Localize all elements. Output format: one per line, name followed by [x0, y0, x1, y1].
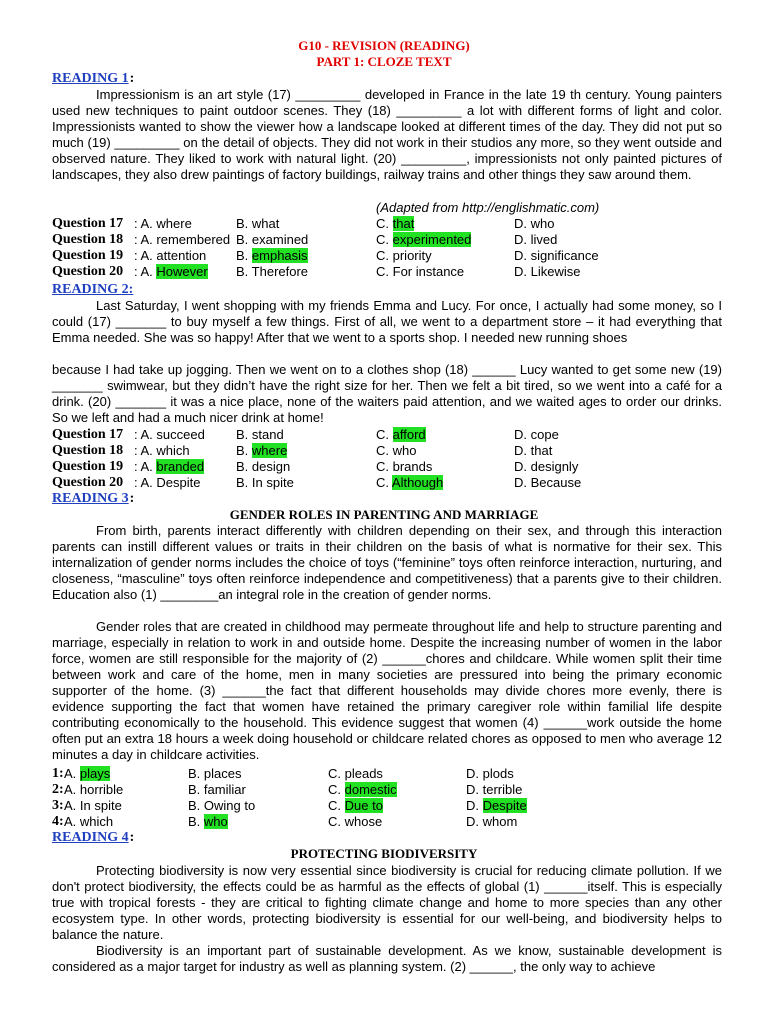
option-b[interactable] [236, 459, 290, 475]
reading-2-heading: READING 2: [52, 282, 134, 297]
option-letter: B. [188, 814, 204, 829]
document-title: G10 - REVISION (READING) [298, 38, 470, 53]
reading-1-heading: READING 1: [52, 71, 135, 86]
option-letter: A. [64, 766, 80, 781]
option-letter: C. [328, 798, 345, 813]
option-c[interactable] [328, 766, 383, 782]
option-d[interactable] [514, 475, 581, 491]
option-text: Despite [482, 798, 527, 813]
option-letter: D. [466, 766, 483, 781]
reading-1-source: (Adapted from http://englishmatic.com) [376, 200, 600, 215]
option-text: examined [251, 232, 309, 247]
question-label: Question 17 [52, 427, 124, 442]
option-text: plays [79, 766, 111, 781]
option-letter: B. [236, 443, 252, 458]
option-text: whom [482, 814, 518, 829]
option-text: pleads [344, 766, 383, 781]
option-letter: C. [376, 248, 393, 263]
option-text: Despite [156, 475, 201, 490]
option-b[interactable] [188, 766, 241, 782]
question-row [52, 475, 732, 491]
option-letter: C. [376, 459, 393, 474]
reading-4-heading: READING 4: [52, 830, 135, 845]
question-label: Question 19 [52, 248, 124, 263]
question-label: 3: [52, 798, 64, 813]
option-letter: D. [514, 264, 531, 279]
option-letter: C. [376, 443, 393, 458]
option-text: who [203, 814, 228, 829]
option-c[interactable] [376, 459, 432, 475]
option-a[interactable] [134, 264, 208, 280]
option-letter: B. [188, 782, 204, 797]
option-b[interactable] [236, 427, 284, 443]
option-d[interactable] [466, 814, 517, 830]
option-d[interactable] [514, 459, 578, 475]
option-text: places [203, 766, 242, 781]
option-text: attention [156, 248, 207, 263]
option-c[interactable] [376, 443, 416, 459]
option-b[interactable] [236, 216, 279, 232]
option-letter: D. [466, 782, 483, 797]
option-text: Due to [344, 798, 383, 813]
option-text: remembered [156, 232, 231, 247]
reading-3-paragraph-1: From birth, parents interact differently with children depending on their sex, and through this interaction parents can instill different values or traits in their children on the basis of what is normative for their sex. This internalization of gender norms includes the choice of toys (“feminine” toys often reinforce interaction, nurturing, and closeness, “masculine” toys often reinforce independence and competitiveness) that a parents give to their children. Education also (1) ________an integral role in the creation of gender norms. [52, 523, 722, 602]
option-c[interactable] [376, 216, 414, 232]
option-letter: : A. [134, 443, 157, 458]
question-label: 2: [52, 782, 64, 797]
reading-3-title: GENDER ROLES IN PARENTING AND MARRIAGE [229, 507, 539, 522]
question-row [52, 459, 732, 475]
option-letter: B. [236, 264, 252, 279]
question-row [52, 427, 732, 443]
option-letter: : A. [134, 475, 157, 490]
option-a[interactable] [134, 443, 190, 459]
option-letter: D. [514, 443, 531, 458]
option-text: which [79, 814, 114, 829]
option-text: that [392, 216, 415, 231]
question-row [52, 264, 732, 280]
option-d[interactable] [514, 232, 557, 248]
option-c[interactable] [376, 427, 426, 443]
option-letter: D. [466, 798, 483, 813]
option-letter: C. [376, 427, 393, 442]
option-text: significance [530, 248, 599, 263]
option-text: emphasis [251, 248, 308, 263]
option-text: experimented [392, 232, 472, 247]
option-text: terrible [482, 782, 523, 797]
option-d[interactable] [514, 216, 554, 232]
question-label: Question 19 [52, 459, 124, 474]
option-text: where [156, 216, 192, 231]
option-letter: C. [376, 264, 393, 279]
question-label: 1: [52, 766, 64, 781]
reading-2-paragraph-1: Last Saturday, I went shopping with my friends Emma and Lucy. For once, I actually had some money, so I could (17) _______ to buy myself a few things. First of all, we went to a department store – it had everything that Emma needed. She was so happy! After that we went to a sports shop. I needed new running shoes [52, 298, 722, 345]
option-text: domestic [344, 782, 397, 797]
option-b[interactable] [188, 782, 246, 798]
question-label: Question 20 [52, 264, 124, 279]
option-c[interactable] [328, 814, 382, 830]
option-letter: B. [236, 216, 252, 231]
option-text: lived [530, 232, 558, 247]
option-text: horrible [79, 782, 124, 797]
option-text: where [251, 443, 288, 458]
option-letter: D. [514, 475, 531, 490]
option-b[interactable] [236, 475, 294, 491]
option-text: afford [392, 427, 426, 442]
option-d[interactable] [514, 443, 552, 459]
question-row [52, 814, 732, 830]
option-letter: B. [236, 232, 252, 247]
option-text: succeed [156, 427, 205, 442]
reading-3-paragraph-2: Gender roles that are created in childhood may permeate throughout life and help to structure parenting and marriage, especially in relation to work in and outside home. Despite the increasing number of women in the labor force, women are still responsible for the majority of (2) ______chores and childcare. While women split their time between work and care of the home, men in many societies are pressured into being the primary economic supporter of the home. (3) ______the fact that different households may divide chores more evenly, there is evidence supporting the fact that women have retained the primary caregiver role within familial life despite contributing economically to the household. This evidence suggest that women (4) ______work outside the home often put an extra 18 hours a week doing household or childcare related chores as opposed to men who average 12 minutes a day in childcare activities. [52, 619, 722, 762]
option-b[interactable] [236, 232, 308, 248]
option-text: what [251, 216, 280, 231]
option-text: familiar [203, 782, 246, 797]
reading-3-heading: READING 3: [52, 491, 135, 506]
option-d[interactable] [466, 782, 522, 798]
option-text: priority [392, 248, 432, 263]
option-c[interactable] [376, 264, 464, 280]
option-letter: D. [514, 248, 531, 263]
option-letter: A. [64, 814, 80, 829]
option-text: brands [392, 459, 433, 474]
option-c[interactable] [376, 475, 443, 491]
option-letter: B. [188, 766, 204, 781]
option-d[interactable] [514, 427, 559, 443]
option-text: However [156, 264, 208, 279]
option-letter: D. [514, 216, 531, 231]
option-b[interactable] [188, 814, 228, 830]
question-row [52, 782, 732, 798]
question-row [52, 232, 732, 248]
option-letter: D. [514, 427, 531, 442]
question-row [52, 443, 732, 459]
option-letter: : A. [134, 459, 157, 474]
option-a[interactable] [134, 216, 192, 232]
option-c[interactable] [376, 232, 471, 248]
option-letter: C. [328, 814, 345, 829]
option-c[interactable] [328, 798, 383, 814]
option-a[interactable] [64, 814, 113, 830]
question-row [52, 248, 732, 264]
option-a[interactable] [64, 798, 122, 814]
option-letter: B. [236, 427, 252, 442]
option-d[interactable] [514, 248, 599, 264]
question-label: 4: [52, 814, 64, 829]
option-letter: B. [236, 459, 252, 474]
option-letter: C. [376, 232, 393, 247]
option-letter: : A. [134, 264, 157, 279]
option-d[interactable] [514, 264, 580, 280]
option-letter: B. [236, 475, 252, 490]
option-a[interactable] [134, 248, 206, 264]
option-text: designly [530, 459, 579, 474]
question-row [52, 766, 732, 782]
option-text: Likewise [530, 264, 581, 279]
reading-1-paragraph: Impressionism is an art style (17) _________ developed in France in the late 19 th century. Young painters used new techniques to paint outdoor scenes. They (18) _________ a lot with different forms of light and color. Impressionists wanted to show the viewer how a landscape looked at different times of the day. They did not put so much (19) _________ on the detail of objects. They did not work in their studios any more, so they went outside and observed nature. They liked to work with natural light. (20) _________, impressionists not only painted pictures of landscapes, they also drew paintings of factory buildings, railway trains and other things they saw around them. [52, 87, 722, 182]
option-text: Owing to [203, 798, 256, 813]
option-text: who [530, 216, 555, 231]
option-a[interactable] [134, 232, 230, 248]
option-letter: C. [376, 216, 393, 231]
option-a[interactable] [134, 427, 205, 443]
option-letter: D. [514, 459, 531, 474]
option-letter: C. [328, 766, 345, 781]
option-letter: D. [466, 814, 483, 829]
option-letter: : A. [134, 216, 157, 231]
option-text: In spite [251, 475, 294, 490]
option-b[interactable] [236, 248, 308, 264]
option-a[interactable] [134, 459, 204, 475]
option-d[interactable] [466, 766, 514, 782]
option-text: branded [156, 459, 205, 474]
option-text: design [251, 459, 291, 474]
option-letter: : A. [134, 248, 157, 263]
option-text: Although [391, 475, 444, 490]
option-text: stand [251, 427, 284, 442]
question-label: Question 17 [52, 216, 124, 231]
question-label: Question 18 [52, 232, 124, 247]
option-a[interactable] [64, 782, 123, 798]
option-text: Therefore [251, 264, 309, 279]
question-row [52, 216, 732, 232]
option-text: whose [344, 814, 383, 829]
reading-2-paragraph-2: because I had take up jogging. Then we went on to a clothes shop (18) ______ Lucy wanted to get some new (19) _______ swimwear, but they didn’t have the right size for her. Then we felt a bit tired, so we went into a café for a drink. (20) _______ it was a nice place, none of the waiters paid attention, and we waited ages to order our drinks. So we left and had a much nicer drink at home! [52, 362, 722, 425]
option-letter: : A. [134, 232, 157, 247]
option-letter: B. [236, 248, 252, 263]
option-text: Because [530, 475, 582, 490]
option-c[interactable] [376, 248, 432, 264]
option-d[interactable] [466, 798, 527, 814]
reading-4-paragraph-2: Biodiversity is an important part of sustainable development. As we know, sustainable development is considered as a major target for industry as well as planning system. (2) ______, the only way to achieve [52, 943, 722, 974]
option-text: plods [482, 766, 514, 781]
option-letter: C. [328, 782, 345, 797]
option-text: who [392, 443, 417, 458]
option-letter: A. [64, 782, 80, 797]
question-row [52, 798, 732, 814]
option-b[interactable] [236, 264, 308, 280]
option-c[interactable] [328, 782, 397, 798]
question-label: Question 18 [52, 443, 124, 458]
part-title: PART 1: CLOZE TEXT [316, 54, 452, 69]
option-a[interactable] [134, 475, 200, 491]
option-text: For instance [392, 264, 465, 279]
option-text: that [530, 443, 553, 458]
option-b[interactable] [188, 798, 255, 814]
option-letter: D. [514, 232, 531, 247]
question-label: Question 20 [52, 475, 124, 490]
option-text: cope [530, 427, 559, 442]
option-text: In spite [79, 798, 122, 813]
reading-4-title: PROTECTING BIODIVERSITY [290, 846, 478, 861]
option-a[interactable] [64, 766, 110, 782]
option-letter: A. [64, 798, 80, 813]
option-text: which [156, 443, 190, 458]
option-letter: : A. [134, 427, 157, 442]
option-b[interactable] [236, 443, 287, 459]
option-letter: C. [376, 475, 392, 490]
option-letter: B. [188, 798, 204, 813]
reading-4-paragraph-1: Protecting biodiversity is now very essential since biodiversity is crucial for reducing climate pollution. If we don't protect biodiversity, the effects could be as harmful as the effects of global (1) ______itself. This is especially true with tropical forests - they are critical to fighting climate change and home to more species than any other ecosystem type. In other words, protecting biodiversity is essential for our well-being, and biodiversity helps to balance the nature. [52, 863, 722, 942]
